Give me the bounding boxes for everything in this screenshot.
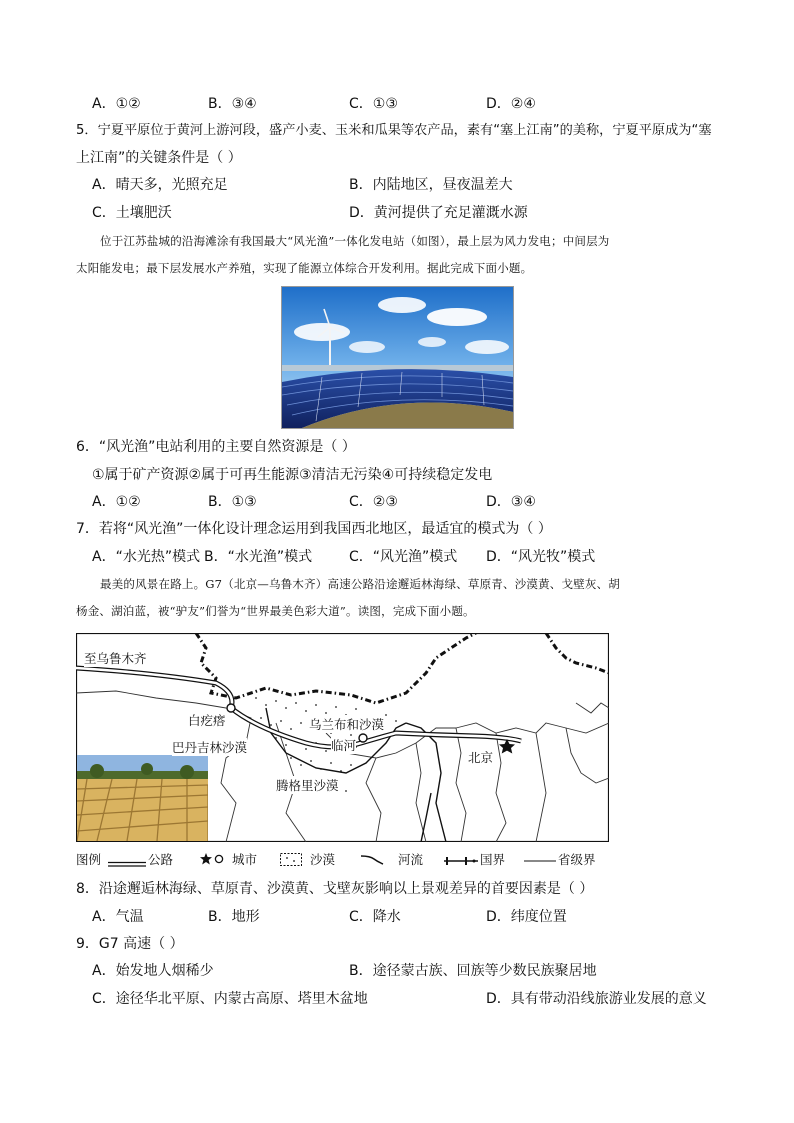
legend-title: 图例 (76, 852, 102, 867)
intro2-line1: 最美的风景在路上。G7（北京—乌鲁木齐）高速公路沿途邂逅林海绿、草原青、沙漠黄、戈壁灰、胡 (100, 577, 620, 591)
q6-options (92, 493, 692, 511)
q5-option-b: B．内陆地区，昼夜温差大 (349, 177, 513, 193)
baijiangta-city-marker (227, 704, 235, 712)
q6-option-d: D．③④ (486, 494, 536, 510)
legend-river-icon (360, 853, 384, 868)
legend-border-label: 国界 (480, 852, 506, 867)
legend-city-label: 城市 (232, 852, 258, 867)
q7-option-c: C．“风光渔”模式 (349, 549, 458, 565)
intro1-line2: 太阳能发电；最下层发展水产养殖，实现了能源立体综合开发利用。据此完成下面小题。 (76, 261, 533, 275)
q9-option-a: A．始发地人烟稀少 (92, 963, 214, 979)
q9-options-row1 (92, 962, 712, 980)
q6-option-b: B．①③ (208, 494, 257, 510)
legend-road-label: 公路 (148, 852, 174, 867)
legend-province-icon (524, 854, 556, 869)
g7-route-map (76, 633, 609, 842)
map-legend (76, 850, 636, 868)
q4-option-b: B．③④ (208, 96, 257, 112)
q6-choices: ①属于矿产资源②属于可再生能源③清洁无污染④可持续稳定发电 (92, 467, 493, 483)
desert-grid-photo (77, 755, 208, 841)
q7-option-a: A．“水光热”模式 (92, 549, 201, 565)
label-tengger-desert: 腾格里沙漠 (276, 778, 339, 793)
legend-city-icon (200, 853, 224, 868)
legend-desert-icon (280, 853, 302, 869)
label-baijiangta: 白疙瘩 (188, 713, 226, 728)
q7-option-b: B．“水光渔”模式 (204, 549, 313, 565)
linhe-city-marker (359, 734, 367, 742)
q8-option-c: C．降水 (349, 909, 401, 925)
intro1-line1: 位于江苏盐城的沿海滩涂有我国最大“风光渔”一体化发电站（如图），最上层为风力发电；中间层为 (100, 234, 610, 248)
legend-desert-label: 沙漠 (310, 852, 336, 867)
q6-option-c: C．②③ (349, 494, 398, 510)
q8-options (92, 908, 692, 926)
q5-option-a: A．晴天多，光照充足 (92, 177, 228, 193)
q6-option-a: A．①② (92, 494, 141, 510)
q5-stem-line2: 上江南”的关键条件是（ ） (76, 150, 242, 166)
q8-stem: 8．沿途邂逅林海绿、草原青、沙漠黄、戈壁灰影响以上景观差异的首要因素是（ ） (76, 881, 594, 897)
wind-solar-fishery-photo (281, 286, 514, 429)
legend-border-icon (444, 854, 478, 869)
q6-stem: 6．“风光渔”电站利用的主要自然资源是（ ） (76, 439, 356, 455)
legend-river-label: 河流 (398, 852, 424, 867)
label-linhe: 临河 (331, 738, 357, 753)
label-badain-jaran-desert: 巴丹吉林沙漠 (172, 740, 248, 755)
q4-option-c: C．①③ (349, 96, 398, 112)
label-ulan-buh-desert: 乌兰布和沙漠 (309, 717, 385, 732)
q9-options-row2 (92, 990, 732, 1008)
q5-option-c: C．土壤肥沃 (92, 205, 172, 221)
q7-options (92, 548, 712, 566)
q9-option-c: C．途径华北平原、内蒙古高原、塔里木盆地 (92, 991, 368, 1007)
q5-options-row1 (92, 176, 692, 194)
q4-option-d: D．②④ (486, 96, 536, 112)
q8-option-d: D．纬度位置 (486, 909, 567, 925)
q9-stem: 9．G7 高速（ ） (76, 936, 184, 952)
q7-stem: 7．若将“风光渔”一体化设计理念运用到我国西北地区，最适宜的模式为（ ） (76, 521, 552, 537)
label-to-urumqi: 至乌鲁木齐 (84, 651, 147, 666)
label-beijing: 北京 (468, 750, 494, 765)
q7-option-d: D．“风光牧”模式 (486, 549, 596, 565)
q8-option-b: B．地形 (208, 909, 260, 925)
q9-option-d: D．具有带动沿线旅游业发展的意义 (486, 991, 707, 1007)
q8-option-a: A．气温 (92, 909, 144, 925)
intro2-line2: 杨金、湖泊蓝，被“驴友”们誉为“世界最美色彩大道”。读图，完成下面小题。 (76, 604, 475, 618)
legend-road-symbol (108, 856, 146, 871)
legend-province-label: 省级界 (558, 852, 596, 867)
q4-options (92, 95, 692, 113)
q4-option-a: A．①② (92, 96, 141, 112)
q5-stem-line1: 5．宁夏平原位于黄河上游河段，盛产小麦、玉米和瓜果等农产品，素有“塞上江南”的美称，宁夏平原成为“塞 (76, 123, 712, 138)
q9-option-b: B．途径蒙古族、回族等少数民族聚居地 (349, 963, 597, 979)
q5-options-row2 (92, 204, 692, 222)
q5-option-d: D．黄河提供了充足灌溉水源 (349, 205, 528, 221)
